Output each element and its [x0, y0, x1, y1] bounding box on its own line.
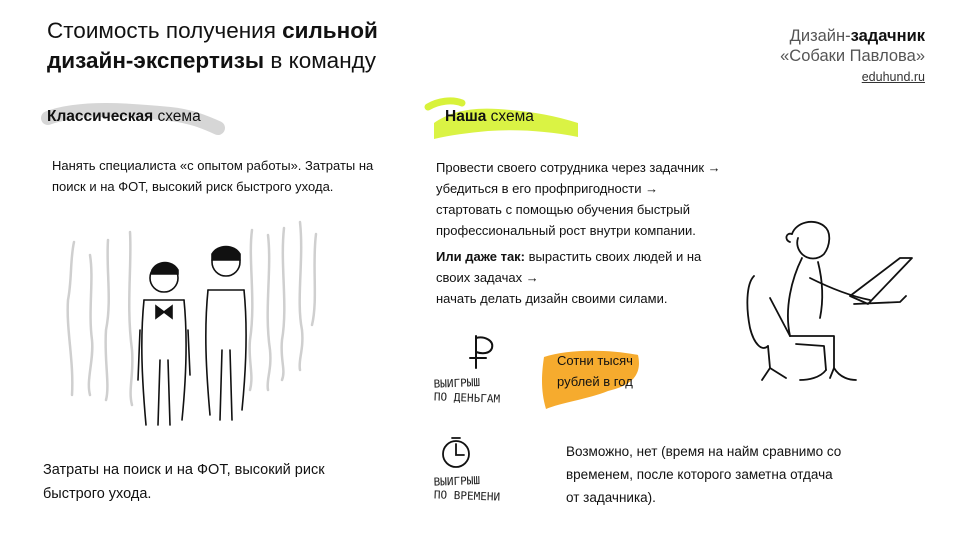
classic-heading	[47, 107, 201, 127]
ours-alt-line	[436, 246, 766, 267]
time-value-line: от задачника).	[566, 490, 656, 505]
brand-line1	[780, 26, 925, 46]
brand-link[interactable]: eduhund.ru	[861, 70, 925, 84]
time-value	[566, 440, 906, 509]
ours-alt-line: своих задачах →	[436, 270, 539, 285]
money-value	[557, 350, 677, 392]
classic-intro: Нанять специалиста «с опытом работы». Затраты на поиск и на ФОТ, высокий риск быстрого ухода.	[52, 158, 374, 194]
brand-part-bold: задачник	[850, 27, 925, 45]
brand-part: Дизайн-	[789, 27, 851, 45]
person-at-laptop-illustration	[740, 218, 920, 393]
ours-intro-line: Провести своего сотрудника через задачник →	[436, 160, 721, 175]
ours-intro-line: стартовать с помощью обучения быстрый	[436, 202, 691, 217]
people-crowd-illustration	[60, 210, 320, 440]
time-label	[432, 472, 532, 512]
classic-summary: Затраты на поиск и на ФОТ, высокий риск быстрого ухода.	[43, 462, 325, 502]
ours-intro-line: профессиональный рост внутри компании.	[436, 223, 696, 238]
page-title-line1	[47, 16, 378, 46]
time-value-line: Возможно, нет (время на найм сравнимо со	[566, 444, 842, 459]
svg-text:ВЫИГРЫШ: ВЫИГРЫШ	[433, 474, 481, 489]
ours-alt-line: начать делать дизайн своими силами.	[436, 291, 668, 306]
brand-line2: «Собаки Павлова»	[780, 47, 925, 65]
title-part-bold: дизайн-экспертизы	[47, 48, 265, 73]
brand-block	[780, 26, 925, 66]
ours-heading-regular: схема	[486, 108, 534, 125]
time-value-line: временем, после которого заметна отдача	[566, 467, 833, 482]
ours-intro	[436, 157, 766, 241]
classic-heading-bold: Классическая	[47, 108, 154, 125]
page-title-line2	[47, 46, 378, 76]
money-value-line: рублей в год	[557, 374, 633, 389]
svg-text:ПО ДЕНЬГАМ: ПО ДЕНЬГАМ	[433, 390, 501, 406]
title-part-bold: сильной	[282, 18, 378, 43]
title-part: Стоимость получения	[47, 18, 283, 43]
ours-heading-bold: Наша	[445, 108, 487, 125]
page-title	[47, 16, 378, 76]
classic-heading-regular: схема	[153, 108, 201, 125]
ours-heading	[445, 107, 534, 127]
ours-alt-text: вырастить своих людей и на	[525, 249, 702, 264]
ours-intro-line: убедиться в его профпригодности →	[436, 181, 659, 196]
clock-icon	[438, 432, 478, 472]
svg-text:ПО ВРЕМЕНИ: ПО ВРЕМЕНИ	[433, 488, 501, 504]
ours-alt	[436, 246, 766, 309]
ruble-icon	[462, 332, 502, 372]
title-part: в команду	[264, 48, 376, 73]
ours-alt-bold: Или даже так:	[436, 249, 526, 264]
money-label	[432, 374, 532, 414]
money-value-line: Сотни тысяч	[557, 353, 633, 368]
svg-text:ВЫИГРЫШ: ВЫИГРЫШ	[433, 376, 481, 391]
